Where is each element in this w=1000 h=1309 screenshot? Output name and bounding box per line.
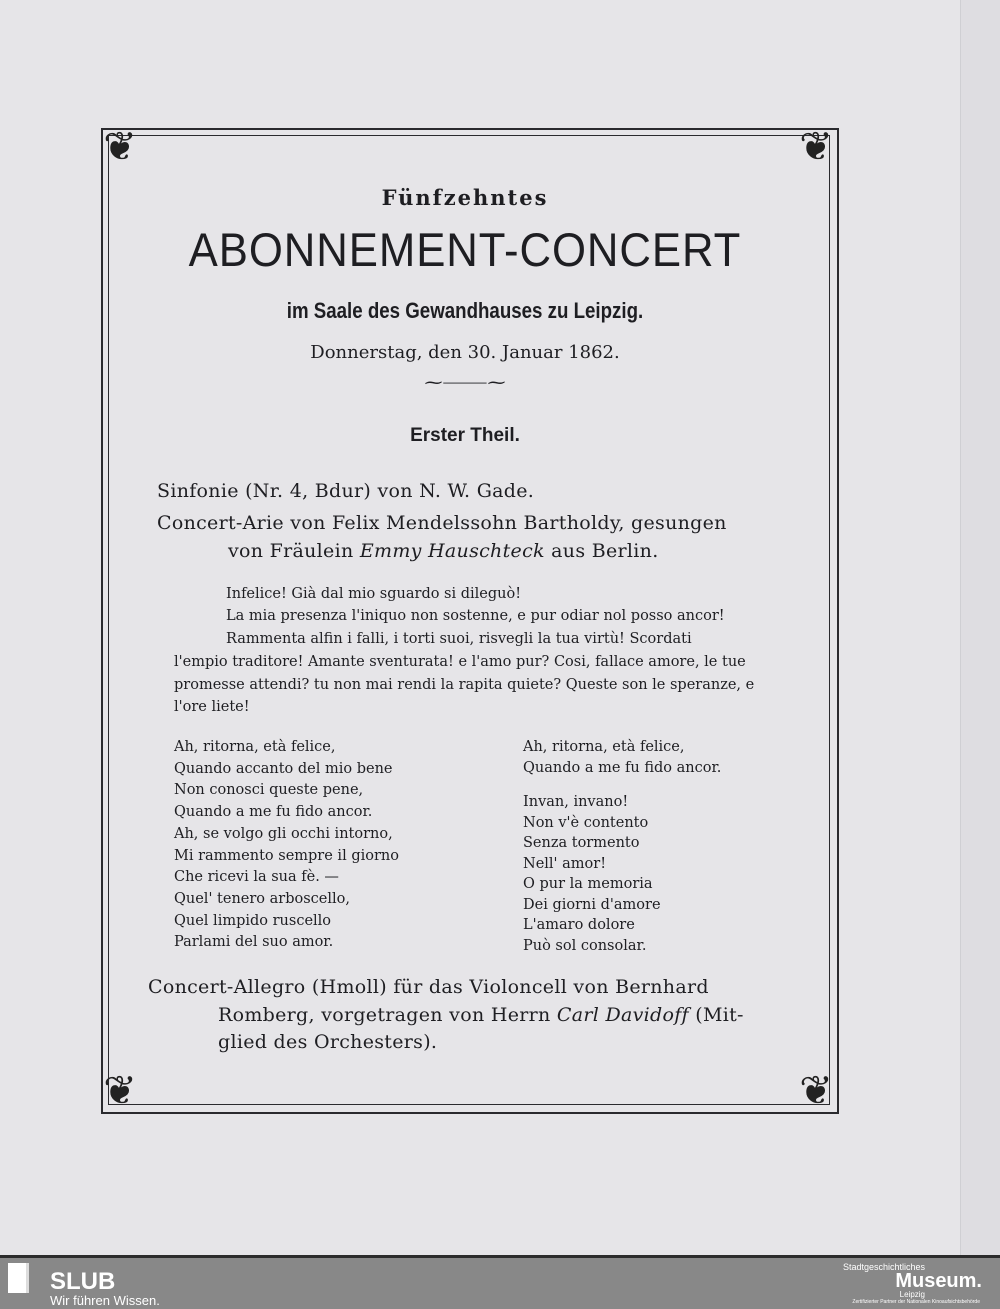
paper-fold — [960, 0, 1000, 1258]
recit-line: l'empio traditore! Amante sventurata! e l'amo pur? Cosi, fallace amore, le tue — [174, 654, 746, 670]
recit-line: Rammenta alfin i falli, i torti suoi, risvegli la tua virtù! Scordati — [226, 631, 692, 647]
corner-ornament-icon: ❦ — [799, 1068, 833, 1114]
verse-line: Senza tormento — [523, 835, 640, 851]
verse-line: Ah, se volgo gli occhi intorno, — [174, 825, 393, 842]
program-item-3-line2 — [218, 1004, 744, 1026]
singer-name: Emmy Hauschteck — [359, 540, 545, 562]
text: aus Berlin. — [544, 540, 659, 562]
museum-top: Stadtgeschichtliches — [842, 1262, 925, 1272]
verse-line: Non conosci queste pene, — [174, 782, 364, 799]
verse-line: O pur la memoria — [523, 876, 653, 892]
verse-line: Quando a me fu fido ancor. — [523, 759, 722, 776]
recit-line: Infelice! Già dal mio sguardo si dileguò! — [226, 586, 522, 602]
slub-book-icon — [8, 1263, 29, 1293]
museum-city: Leipzig — [899, 1290, 925, 1299]
corner-ornament-icon: ❦ — [103, 124, 137, 170]
heading-small: Fünfzehntes — [381, 185, 549, 210]
slub-logo[interactable]: SLUB — [50, 1268, 116, 1295]
corner-ornament-icon: ❦ — [799, 124, 833, 170]
recit-line: promesse attendi? tu non mai rendi la rapita quiete? Queste son le speranze, e — [174, 677, 755, 693]
slub-tagline: Wir führen Wissen. — [50, 1293, 160, 1308]
aria-right-column — [523, 737, 721, 956]
verse-line: Nell' amor! — [523, 855, 607, 872]
venue: im Saale des Gewandhauses zu Leipzig. — [286, 298, 644, 323]
verse-line: Ah, ritorna, età felice, — [174, 739, 336, 755]
verse-gap — [523, 778, 721, 792]
program-item-3: Concert-Allegro (Hmoll) für das Violoncell von Bernhard — [148, 976, 709, 998]
museum-note: Zertifizierter Partner der Nationalen Kinoaufsichtsbehörde — [852, 1299, 980, 1305]
verse-line: Parlami del suo amor. — [174, 934, 334, 951]
corner-ornament-icon: ❦ — [103, 1068, 137, 1114]
divider-ornament-icon: ⁓⸻⁓ — [424, 372, 506, 393]
text: Romberg, vorgetragen von Herrn — [218, 1004, 557, 1026]
program-item-1: Sinfonie (Nr. 4, Bdur) von N. W. Gade. — [157, 480, 535, 502]
performer-name: Carl Davidoff — [556, 1004, 689, 1026]
date: Donnerstag, den 30. Januar 1862. — [310, 342, 620, 363]
text: (Mit- — [688, 1004, 744, 1026]
verse-line: Ah, ritorna, età felice, — [523, 739, 685, 755]
heading-large: ABONNEMENT-CONCERT — [188, 223, 742, 276]
aria-left-column — [174, 737, 399, 954]
verse-line: Mi rammento sempre il giorno — [174, 847, 399, 864]
verse-line: L'amaro dolore — [523, 917, 635, 933]
verse-line: Dei giorni d'amore — [523, 896, 661, 913]
text: von Fräulein — [228, 540, 360, 562]
verse-line: Quando a me fu fido ancor. — [174, 804, 373, 821]
verse-line: Non v'è contento — [523, 814, 649, 831]
program-item-2-line2 — [228, 540, 659, 562]
verse-line: Quando accanto del mio bene — [174, 760, 393, 777]
program-item-3-line3: glied des Orchesters). — [218, 1031, 438, 1053]
program-item-2: Concert-Arie von Felix Mendelssohn Bartholdy, gesungen — [157, 512, 727, 534]
verse-line: Che ricevi la sua fè. — — [174, 869, 339, 886]
verse-line: Può sol consolar. — [523, 937, 647, 954]
verse-line: Quel limpido ruscello — [174, 912, 332, 929]
verse-line: Quel' tenero arboscello, — [174, 890, 350, 907]
recit-line: La mia presenza l'iniquo non sostenne, e pur odiar nol posso ancor! — [226, 608, 725, 624]
museum-logo[interactable]: Museum. — [895, 1270, 982, 1292]
recit-line: l'ore liete! — [174, 699, 250, 715]
part-one-heading: Erster Theil. — [410, 425, 520, 446]
verse-line: Invan, invano! — [523, 794, 629, 810]
